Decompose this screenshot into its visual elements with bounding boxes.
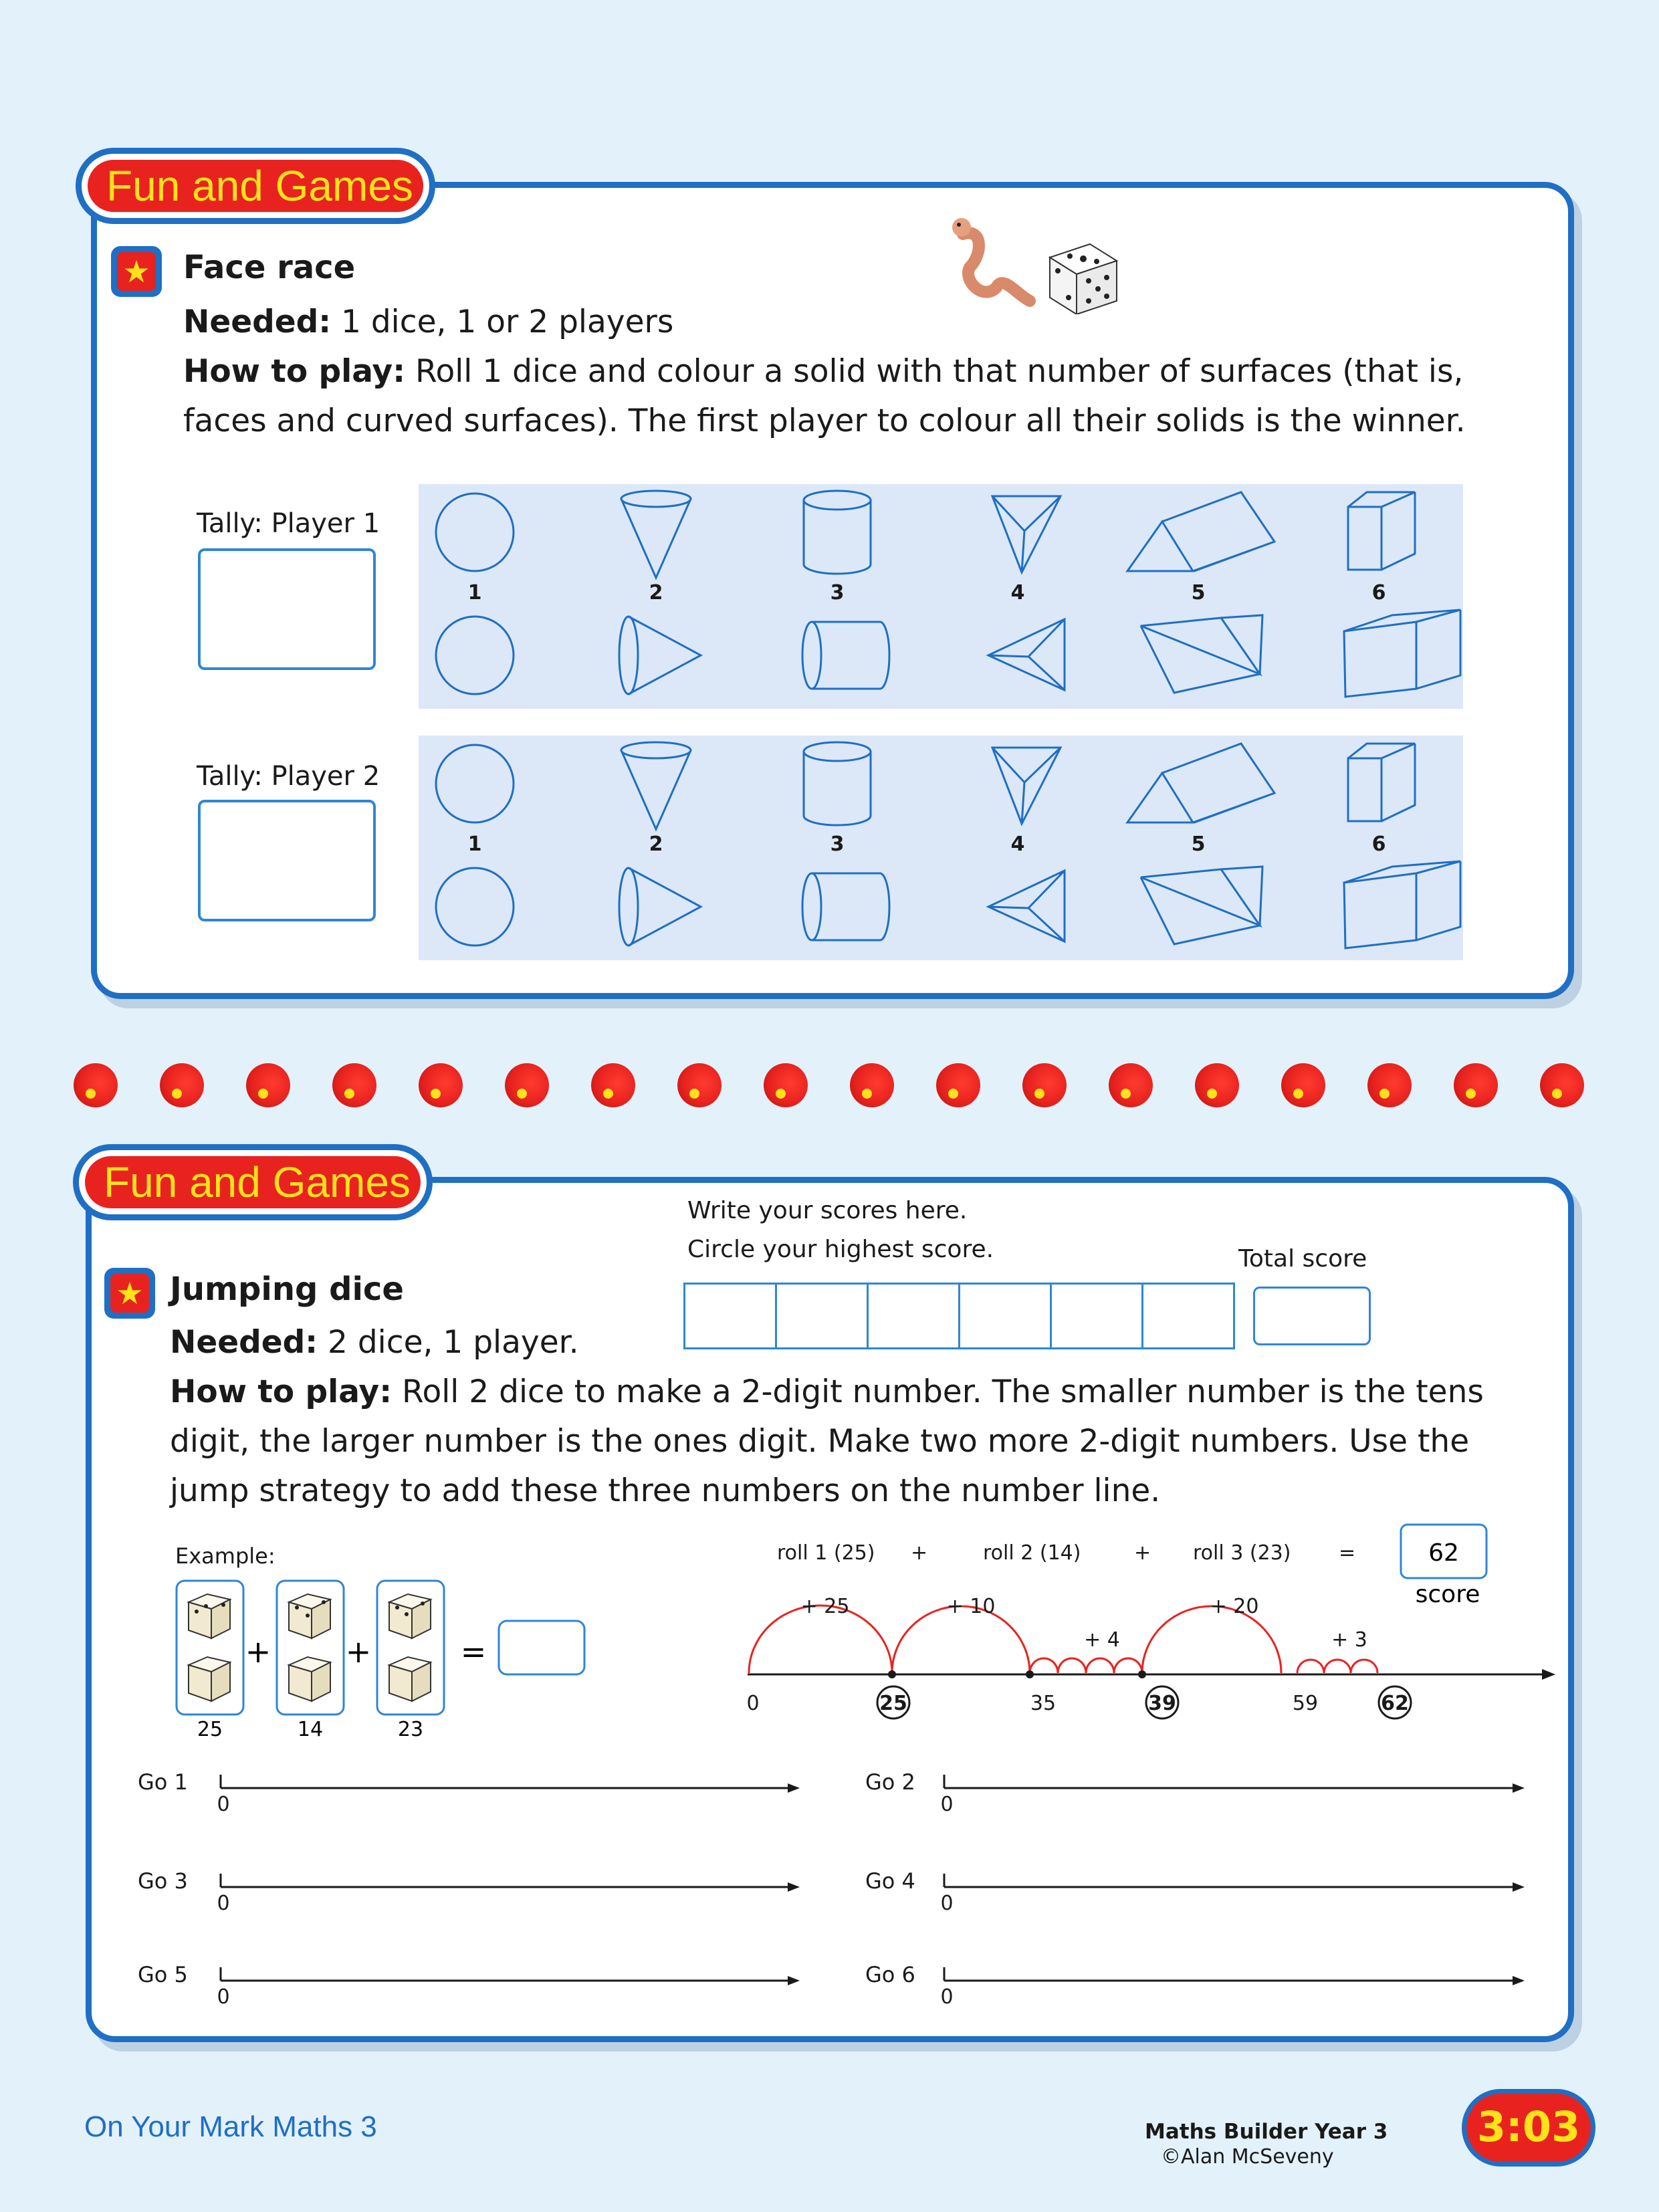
sphere-shape	[436, 745, 514, 822]
example-number-line	[736, 1518, 1558, 1725]
decorative-dot	[246, 1063, 290, 1107]
cube-shape	[1348, 744, 1415, 821]
zero-mark: 0	[940, 1985, 954, 2009]
zero-mark: 0	[217, 1985, 230, 2009]
star-icon: ★	[104, 1268, 155, 1319]
shape-number-5: 5	[1191, 581, 1206, 604]
needed-line	[170, 1317, 579, 1368]
sphere-shape	[436, 617, 514, 694]
shape-number-4: 4	[1010, 581, 1025, 604]
decorative-dot	[332, 1063, 376, 1107]
score-cell-5[interactable]	[1050, 1283, 1143, 1349]
go-number-lines	[131, 1759, 1549, 2026]
triangular-prism-shape	[1127, 492, 1275, 571]
needed-text: 1 dice, 1 or 2 players	[341, 304, 674, 340]
score-cell-3[interactable]	[867, 1283, 960, 1349]
example-number-2: 14	[297, 1718, 324, 1741]
activity-title: Face race	[183, 249, 356, 286]
go-label-1: Go 1	[138, 1769, 188, 1795]
cylinder-shape	[802, 873, 889, 940]
decorative-dot	[677, 1063, 722, 1107]
line-mark: 25	[879, 1692, 907, 1715]
series-title: On Your Mark Maths 3	[84, 2110, 377, 2143]
tally-label-player-2: Tally: Player 2	[197, 761, 380, 792]
needed-line	[183, 297, 673, 348]
triangular-prism-shape	[1127, 744, 1275, 822]
score-cell-1[interactable]	[683, 1283, 777, 1349]
cube-shape	[1344, 610, 1460, 697]
score-cell-2[interactable]	[775, 1283, 869, 1349]
go-label-4: Go 4	[865, 1868, 915, 1894]
decorative-dot	[1281, 1063, 1325, 1107]
shape-number-3: 3	[830, 833, 845, 856]
decorative-dot	[850, 1063, 894, 1107]
decorative-dot	[1195, 1063, 1239, 1107]
example-number-3: 23	[397, 1718, 424, 1741]
book-title: Maths Builder Year 3	[1145, 2120, 1388, 2144]
go-label-3: Go 3	[138, 1868, 188, 1894]
decorative-dot	[1367, 1063, 1412, 1107]
triangular-prism-shape	[1141, 615, 1262, 693]
star-icon: ★	[111, 246, 162, 297]
decorative-dot	[419, 1063, 463, 1107]
decorative-dot	[160, 1063, 204, 1107]
zero-mark: 0	[940, 1793, 954, 1816]
shape-number-1: 1	[467, 833, 482, 856]
section-tab-fun-and-games: Fun and Games	[79, 1150, 427, 1214]
shape-number-6: 6	[1371, 581, 1386, 604]
section-tab-fun-and-games: Fun and Games	[82, 154, 429, 218]
go-label-2: Go 2	[865, 1769, 915, 1795]
example-label: Example:	[175, 1543, 275, 1569]
tally-box-player-1[interactable]	[198, 548, 376, 670]
decorative-dot	[591, 1063, 635, 1107]
equals-sign: =	[460, 1634, 487, 1670]
plus-sign: +	[911, 1541, 928, 1565]
sphere-shape	[436, 493, 514, 571]
tetrahedron-shape	[988, 871, 1065, 942]
activity-title: Jumping dice	[170, 1270, 404, 1308]
example-number-1: 25	[197, 1718, 223, 1741]
go-label-6: Go 6	[865, 1962, 915, 1987]
shape-number-4: 4	[1010, 833, 1025, 856]
jump-arc	[1297, 1660, 1377, 1673]
die-icon	[289, 1594, 330, 1701]
line-mark: 59	[1292, 1692, 1319, 1715]
jump-label: + 20	[1210, 1595, 1259, 1618]
line-mark: 62	[1381, 1692, 1409, 1715]
shape-number-1: 1	[467, 581, 482, 604]
page-number-badge: 3:03	[1462, 2089, 1595, 2167]
go-label-5: Go 5	[138, 1962, 188, 1987]
shape-area-player-1	[419, 484, 1463, 709]
jump-label: + 4	[1084, 1628, 1120, 1652]
roll-3-label: roll 3 (23)	[1193, 1541, 1291, 1565]
shape-area-player-2	[419, 736, 1463, 960]
example-score-label: score	[1415, 1581, 1480, 1608]
scores-instruction-2: Circle your highest score.	[687, 1236, 994, 1263]
decorative-dot	[1540, 1063, 1584, 1107]
cone-shape	[619, 868, 701, 946]
sphere-shape	[436, 868, 514, 946]
decorative-dot	[764, 1063, 808, 1107]
plus-sign: +	[1134, 1541, 1151, 1565]
tetrahedron-shape	[992, 748, 1061, 824]
score-cell-4[interactable]	[958, 1283, 1052, 1349]
shape-number-3: 3	[830, 581, 845, 604]
needed-label: Needed:	[170, 1324, 318, 1361]
zero-mark: 0	[217, 1793, 230, 1816]
decorative-dot	[1109, 1063, 1153, 1107]
score-cell-6[interactable]	[1141, 1283, 1235, 1349]
roll-1-label: roll 1 (25)	[777, 1541, 875, 1565]
total-score-box[interactable]	[1253, 1287, 1371, 1345]
how-to-play-label: How to play:	[183, 353, 405, 390]
equals-sign: =	[1339, 1541, 1356, 1565]
how-to-play-line-1	[170, 1367, 1484, 1418]
cylinder-shape	[804, 742, 871, 825]
cone-shape	[619, 617, 701, 694]
cylinder-shape	[804, 491, 871, 574]
jump-label: + 3	[1331, 1628, 1367, 1652]
how-to-play-line-1	[183, 346, 1463, 397]
shape-number-2: 2	[649, 581, 663, 604]
cube-shape	[1348, 492, 1415, 570]
triangular-prism-shape	[1141, 867, 1262, 944]
decorative-dot	[1022, 1063, 1067, 1107]
line-mark: 0	[746, 1692, 760, 1715]
tally-box-player-2[interactable]	[198, 800, 376, 921]
decorative-dot	[1454, 1063, 1498, 1107]
cube-shape	[1344, 861, 1460, 948]
line-mark: 35	[1030, 1692, 1057, 1715]
how-to-play-line-2: faces and curved surfaces). The first player to colour all their solids is the winner.	[183, 403, 1466, 439]
die-icon	[389, 1594, 431, 1701]
example-score-value: 62	[1428, 1539, 1459, 1567]
tetrahedron-shape	[988, 619, 1065, 690]
decorative-dot	[936, 1063, 980, 1107]
decorative-dot	[74, 1063, 118, 1107]
how-to-play-text: Roll 2 dice to make a 2-digit number. The smaller number is the tens	[401, 1373, 1484, 1410]
example-dice-sum	[171, 1575, 599, 1749]
jump-label: + 25	[800, 1595, 850, 1618]
zero-mark: 0	[940, 1892, 954, 1915]
copyright: ©Alan McSeveny	[1161, 2145, 1334, 2169]
shape-number-6: 6	[1371, 833, 1386, 856]
line-mark: 39	[1148, 1692, 1176, 1715]
decorative-dot	[505, 1063, 549, 1107]
how-to-play-text: Roll 1 dice and colour a solid with that number of surfaces (that is,	[415, 353, 1464, 390]
plus-sign: +	[245, 1634, 271, 1670]
tetrahedron-shape	[992, 496, 1061, 572]
how-to-play-label: How to play:	[170, 1373, 392, 1410]
shape-number-2: 2	[649, 833, 663, 856]
solids-grid-player-1	[419, 484, 1463, 709]
shape-number-5: 5	[1191, 833, 1206, 856]
needed-text: 2 dice, 1 player.	[328, 1324, 579, 1361]
jump-arc	[1030, 1658, 1142, 1673]
zero-mark: 0	[217, 1892, 230, 1915]
needed-label: Needed:	[183, 304, 332, 340]
cone-shape	[621, 491, 691, 578]
cylinder-shape	[802, 622, 889, 689]
total-score-label: Total score	[1238, 1245, 1367, 1273]
jump-label: + 10	[946, 1595, 996, 1618]
roll-2-label: roll 2 (14)	[983, 1541, 1081, 1565]
cone-shape	[621, 742, 691, 829]
how-to-play-line-2: digit, the larger number is the ones digit. Make two more 2-digit numbers. Use the	[170, 1423, 1470, 1460]
how-to-play-line-3: jump strategy to add these three numbers on the number line.	[170, 1472, 1161, 1509]
scores-instruction-1: Write your scores here.	[687, 1197, 968, 1224]
worm-and-dice-illustration	[943, 207, 1130, 314]
solids-grid-player-2	[419, 736, 1463, 960]
tally-label-player-1: Tally: Player 1	[197, 508, 380, 539]
die-icon	[189, 1594, 230, 1701]
plus-sign: +	[345, 1634, 372, 1670]
